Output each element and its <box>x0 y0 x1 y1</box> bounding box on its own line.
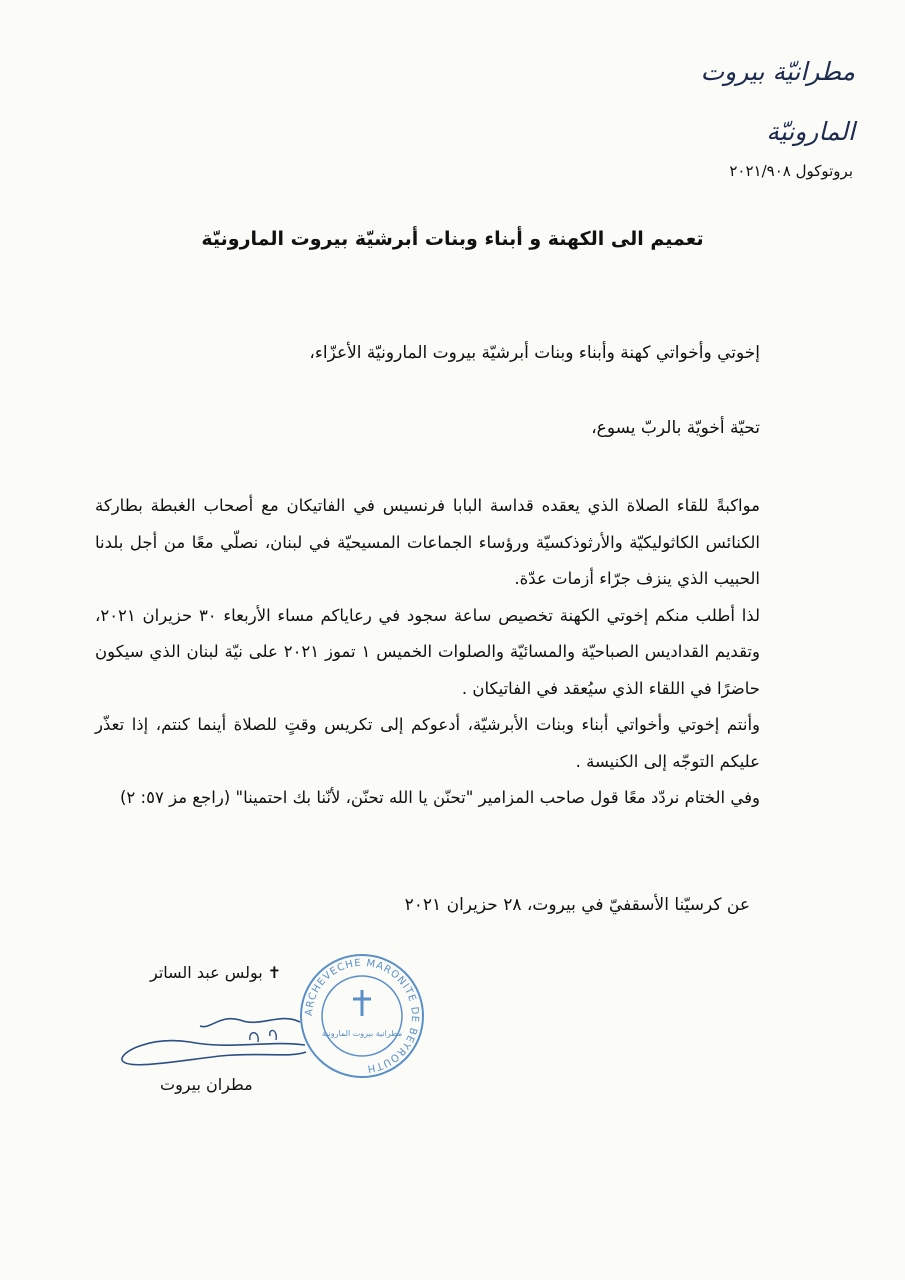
signatory-title: مطران بيروت <box>160 1075 253 1094</box>
protocol-number: بروتوكول ٢٠٢١/٩٠٨ <box>729 162 853 180</box>
cross-icon <box>353 990 371 1016</box>
salutation-line: تحيّة أخويّة بالربّ يسوع، <box>591 418 760 438</box>
stamp-inner-text: مطرانية بيروت المارونية <box>321 1029 403 1038</box>
body-paragraph: وفي الختام نردّد معًا قول صاحب المزامير "تحنّن يا الله تحنّن، لأنّنا بك احتمينا" (راجع مز ٥٧: ٢) <box>119 788 760 807</box>
place-date: عن كرسيّنا الأسقفيّ في بيروت، ٢٨ حزيران ٢٠٢١ <box>404 895 750 915</box>
handwritten-signature <box>110 1000 310 1080</box>
body-paragraph: مواكبةً للقاء الصلاة الذي يعقده قداسة البابا فرنسيس في الفاتيكان مع أصحاب الغبطة بطاركة الكنائس الكاثوليكيّة والأرثوذكسيّة ورؤساء الجماعات المسيحيّة في لبنان، نصلّي معًا من أجل بلدنا الحبيب الذي ينزف جرّاء أزمات عدّة. <box>95 496 760 588</box>
body-paragraph: لذا أطلب منكم إخوتي الكهنة تخصيص ساعة سجود في رعاياكم مساء الأربعاء ٣٠ حزيران ٢٠٢١، وتقديم القداديس الصباحيّة والمسائيّة والصلوات الخميس ١ تموز ٢٠٢١ على نيّة لبنان الذي سيكون حاضرًا في اللقاء الذي سيُعقد في الفاتيكان . <box>95 605 760 698</box>
official-stamp <box>298 950 426 1082</box>
letter-body <box>95 488 760 817</box>
letterhead-logo: مطرانيّة بيروت المارونيّة <box>700 57 855 146</box>
letter-subject: تعميم الى الكهنة و أبناء وبنات أبرشيّة بيروت المارونيّة <box>201 228 704 250</box>
body-paragraph: وأنتم إخوتي وأخواتي أبناء وبنات الأبرشيّة، أدعوكم إلى تكريس وقتٍ للصلاة أينما كنتم، إذا تعذّر عليكم التوجّه إلى الكنيسة . <box>95 715 760 771</box>
signatory-name: ✝ بولس عبد الساتر <box>150 963 282 982</box>
greeting-line: إخوتي وأخواتي كهنة وأبناء وبنات أبرشيّة بيروت المارونيّة الأعزّاء، <box>309 343 760 363</box>
stamp-outer-text: ARCHEVECHE MARONITE DE BEYROUTH <box>303 957 421 1074</box>
